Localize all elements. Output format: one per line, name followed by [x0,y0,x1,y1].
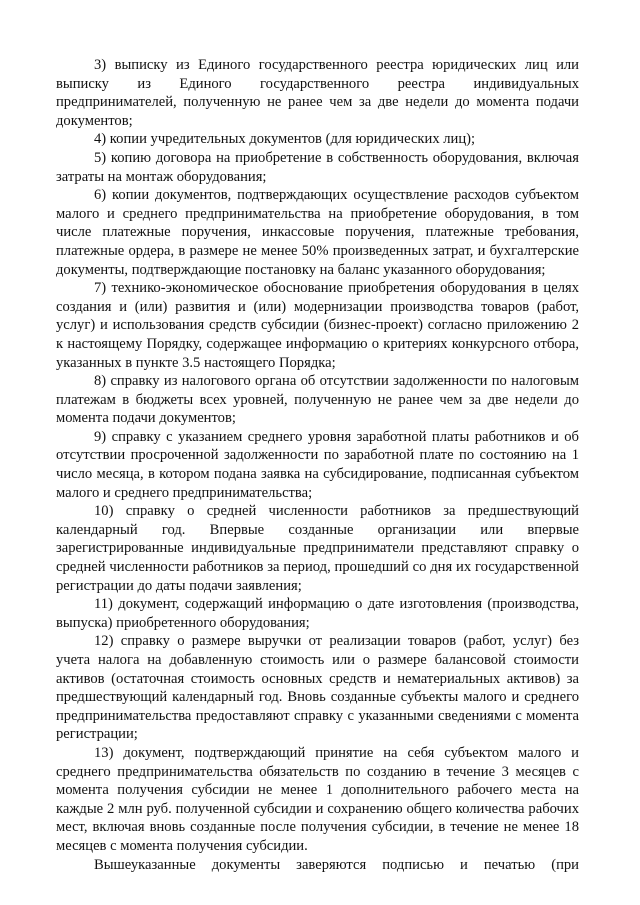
paragraph-item-7: 7) технико-экономическое обоснование приобретения оборудования в целях создания и (или) развития и (или) модернизации производства товаров (работ, услуг) и использования средств субсидии (бизнес-проект) согласно приложению 2 к настоящему Порядку, содержащее информацию о критериях конкурсного отбора, указанных в пункте 3.5 настоящего Порядка; [56,280,579,371]
paragraph-item-10: 10) справку о средней численности работников за предшествующий календарный год. Впервые созданные организации или впервые зарегистрированные индивидуальные предприниматели представляют справку о средней численности работников за период, прошедший со дня их государственной регистрации до даты подачи заявления; [56,503,579,594]
paragraph-item-9: 9) справку с указанием среднего уровня заработной платы работников и об отсутствии просроченной задолженности по заработной плате по состоянию на 1 число месяца, в котором подана заявка на субсидирование, подписанная субъектом малого и среднего предпринимательства; [56,428,579,501]
paragraph-item-6: 6) копии документов, подтверждающих осуществление расходов субъектом малого и среднего предпринимательства на приобретение оборудования, в том числе платежные поручения, инкассовые поручения, платежные требования, платежные ордера, в размере не менее 50% произведенных затрат, и бухгалтерские документы, подтверждающие постановку на баланс указанного оборудования; [56,187,579,278]
paragraph-item-5: 5) копию договора на приобретение в собственность оборудования, включая затраты на монтаж оборудования; [56,149,579,185]
paragraph-certification: Вышеуказанные документы заверяются подписью и печатью (при [94,856,579,873]
paragraph-item-4: 4) копии учредительных документов (для юридических лиц); [94,131,476,148]
paragraph-item-13: 13) документ, подтверждающий принятие на себя субъектом малого и среднего предпринимательства обязательств по созданию в течение 3 месяцев с момента получения субсидии не менее 1 дополнительного рабочего места на каждые 2 млн руб. полученной субсидии и сохранению общего количества рабочих мест, включая вновь созданные после получения субсидии, в течение не менее 18 месяцев с момента получения субсидии. [56,744,579,854]
paragraph-item-8: 8) справку из налогового органа об отсутствии задолженности по налоговым платежам в бюджеты всех уровней, полученную не ранее чем за две недели до момента подачи документов; [56,373,579,427]
document-page [56,56,579,874]
paragraph-item-11: 11) документ, содержащий информацию о дате изготовления (производства, выпуска) приобретенного оборудования; [56,596,579,631]
paragraph-item-12: 12) справку о размере выручки от реализации товаров (работ, услуг) без учета налога на добавленную стоимость или о размере балансовой стоимости активов (остаточная стоимость основных средств и нематериальных активов) за предшествующий календарный год. Вновь созданные субъекты малого и среднего предпринимательства предоставляют справку с указанными сведениями с момента регистрации; [56,633,579,743]
paragraph-item-3: 3) выписку из Единого государственного реестра юридических лиц или выписку из Единого государственного реестра индивидуальных предпринимателей, полученную не ранее чем за две недели до момента подачи документов; [56,57,579,129]
